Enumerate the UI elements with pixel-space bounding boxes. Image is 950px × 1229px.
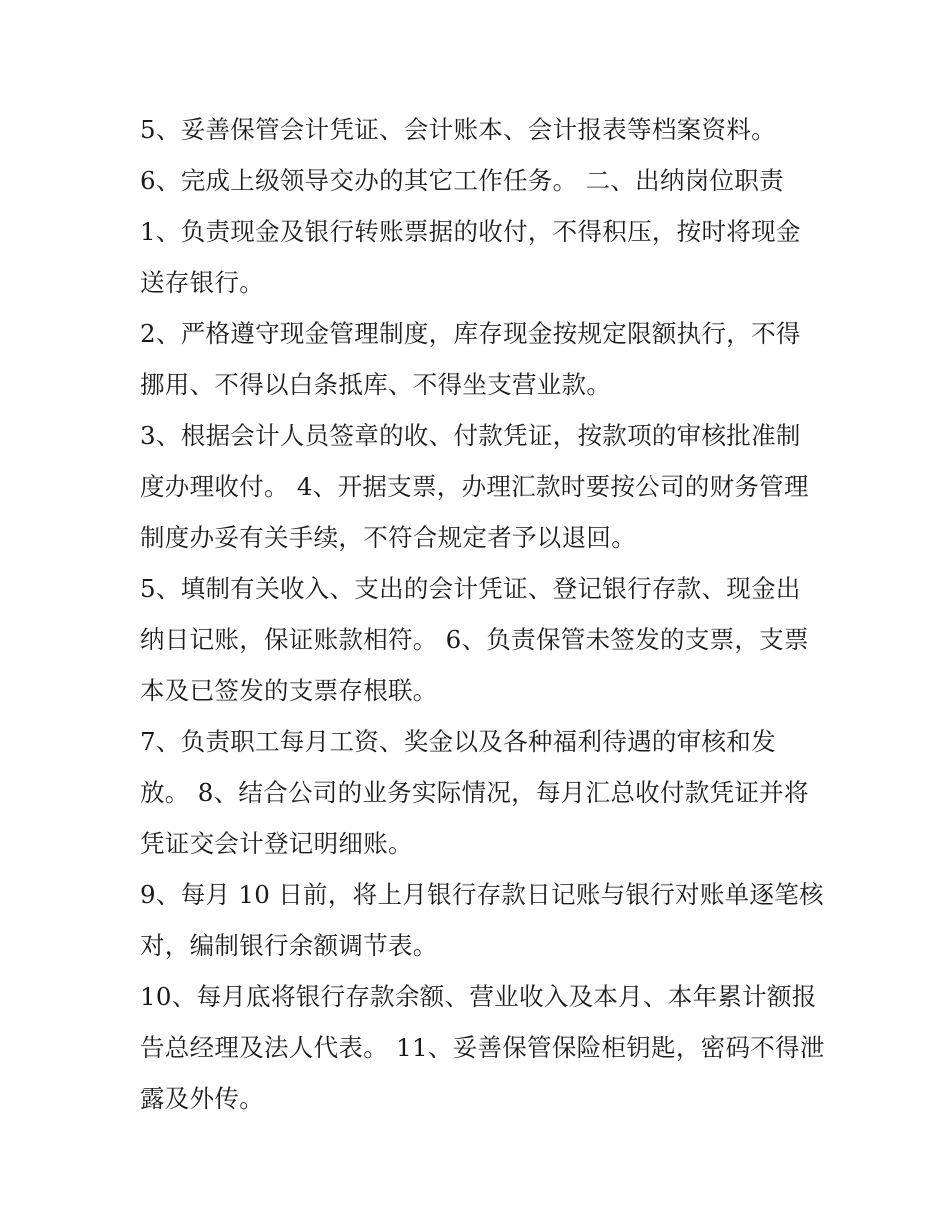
text-line-6: 挪用、不得以白条抵库、不得坐支营业款。	[140, 370, 612, 399]
document-body	[140, 104, 825, 1124]
text-line-9: 制度办妥有关手续，不符合规定者予以退回。	[140, 523, 636, 552]
text-line-11: 纳日记账，保证账款相符。 6、负责保管未签发的支票，支票	[140, 625, 809, 654]
text-line-19: 告总经理及法人代表。 11、妥善保管保险柜钥匙，密码不得泄	[140, 1033, 825, 1062]
text-line-7: 3、根据会计人员签章的收、付款凭证，按款项的审核批准制	[140, 421, 801, 450]
text-line-16: 9、每月 10 日前，将上月银行存款日记账与银行对账单逐笔核	[140, 880, 824, 909]
text-line-1: 5、妥善保管会计凭证、会计账本、会计报表等档案资料。	[140, 115, 776, 144]
text-line-15: 凭证交会计登记明细账。	[140, 829, 413, 858]
text-line-12: 本及已签发的支票存根联。	[140, 676, 438, 705]
text-line-13: 7、负责职工每月工资、奖金以及各种福利待遇的审核和发	[140, 727, 776, 756]
text-line-5: 2、严格遵守现金管理制度，库存现金按规定限额执行，不得	[140, 319, 801, 348]
text-line-17: 对，编制银行余额调节表。	[140, 931, 438, 960]
text-line-3: 1、负责现金及银行转账票据的收付，不得积压，按时将现金	[140, 217, 801, 246]
text-line-4: 送存银行。	[140, 268, 264, 297]
text-line-14: 放。 8、结合公司的业务实际情况，每月汇总收付款凭证并将	[140, 778, 809, 807]
text-line-10: 5、填制有关收入、支出的会计凭证、登记银行存款、现金出	[140, 574, 801, 603]
text-line-8: 度办理收付。 4、开据支票，办理汇款时要按公司的财务管理	[140, 472, 809, 501]
text-line-20: 露及外传。	[140, 1084, 264, 1113]
text-line-18: 10、每月底将银行存款余额、营业收入及本月、本年累计额报	[140, 982, 817, 1011]
text-line-2: 6、完成上级领导交办的其它工作任务。 二、出纳岗位职责	[140, 166, 784, 195]
